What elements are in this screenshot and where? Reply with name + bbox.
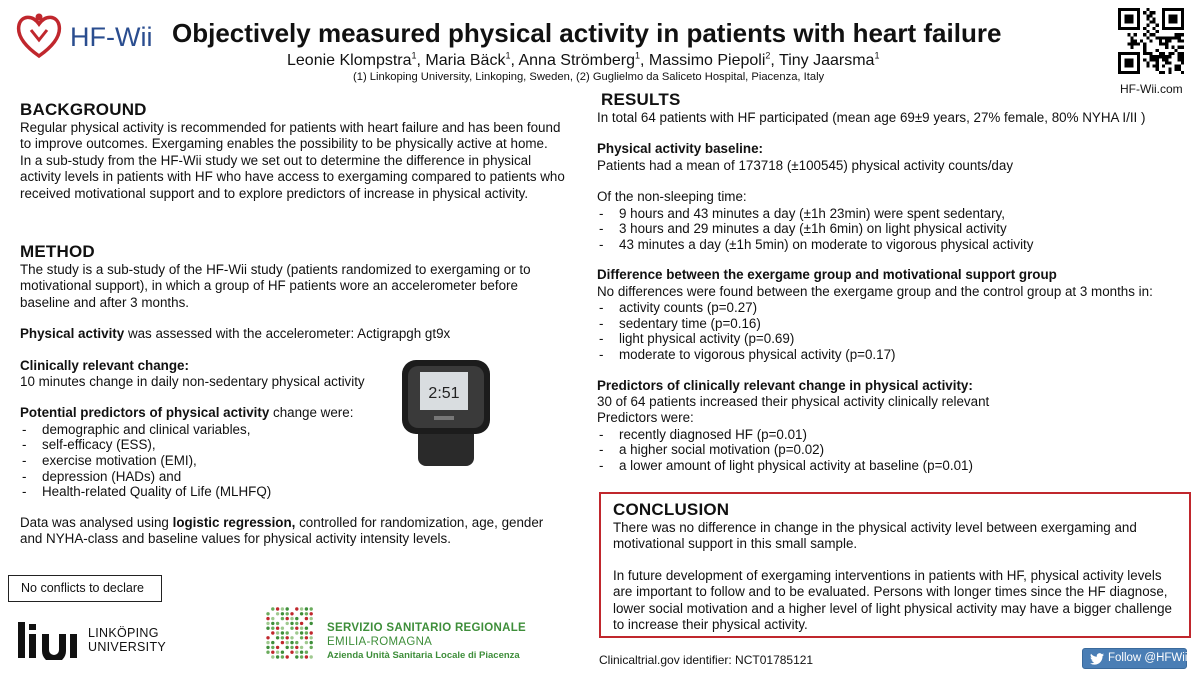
conclusion-box [599,492,1191,638]
website-url[interactable]: HF-Wii.com [1120,82,1183,96]
predictors-text-1: 30 of 64 patients increased their physical activity clinically relevant [597,394,990,409]
list-item: - depression (HADs) and [20,469,565,485]
accelerometer-image [398,356,494,466]
twitter-bird-icon [1090,653,1104,665]
author-name: Anna Strömberg [518,52,635,69]
list-item: - demographic and clinical variables, [20,422,565,438]
ssr-line-1: SERVIZIO SANITARIO REGIONALE [327,622,527,634]
list-item: - exercise motivation (EMI), [20,453,565,469]
pa-text: was assessed with the accelerometer: Actigrapgh gt9x [124,326,451,342]
predictors-text-2: Predictors were: [597,410,694,426]
ssr-text [327,622,526,661]
affiliations: (1) Linkoping University, Linkoping, Sweden, (2) Guglielmo da Saliceto Hospital, Piacenza, Italy [353,71,825,83]
difference-text: No differences were found between the exergame group and the control group at 3 months in: [597,283,1153,299]
background-heading: BACKGROUND [20,100,147,119]
author-name: Leonie Klompstra [287,52,412,69]
author-name: Maria Bäck [425,52,506,69]
results-heading: RESULTS [601,90,681,109]
conflicts-text: No conflicts to declare [21,581,144,595]
twitter-follow-button[interactable] [1082,648,1187,669]
author-affiliation-mark: 1 [635,50,641,61]
qr-code [1118,8,1184,74]
liu-mark-icon [18,622,82,660]
predictors-result-list [597,427,1187,474]
conclusion-paragraph-2: In future development of exergaming interventions in patients with HF, physical activity levels are important to follow and to be evaluated. Persons with longer times since the HF diagnose, lower social motivation and a higher level of light physical activity may have a bigger challenge to increase their physical activity. [613,567,1172,633]
author-name: Massimo Piepoli [648,52,766,69]
list-item: - a lower amount of light physical activity at baseline (p=0.01) [597,458,1187,474]
baseline-text: Patients had a mean of 173718 (±100545) physical activity counts/day [597,157,1014,173]
author-affiliation-mark: 2 [765,50,771,61]
pa-label: Physical activity [20,326,125,342]
ssr-dots-icon [265,606,315,662]
difference-heading: Difference between the exergame group and motivational support group [597,267,1057,283]
conclusion-heading: CONCLUSION [613,500,730,519]
method-heading: METHOD [20,242,95,261]
analysis-pre: Data was analysed using [20,514,173,530]
baseline-heading: Physical activity baseline: [597,141,763,157]
background-paragraph-1: Regular physical activity is recommended for patients with heart failure and has been found to improve outcomes. Exergaming enables the possibility to be physically active at home. [20,120,561,152]
predictors-text: change were: [269,405,354,421]
analysis-paragraph [20,515,565,548]
background-section [20,100,565,202]
method-intro: The study is a sub-study of the HF-Wii study (patients randomized to exergaming or to motivational support), in which a group of HF patients wore an accelerometer before baseline and after 3 months. [20,262,531,310]
author-affiliation-mark: 1 [505,50,511,61]
list-item: - self-efficacy (ESS), [20,437,565,453]
author-name: Tiny Jaarsma [779,52,875,69]
list-item: - 43 minutes a day (±1h 5min) on moderate to vigorous physical activity [597,237,1187,253]
analysis-post: controlled for randomization, age, gender and NYHA-class and baseline values for physical activity intensity levels. [20,514,544,547]
physical-activity-line [20,326,565,342]
author-affiliation-mark: 1 [874,50,880,61]
background-paragraph-2: In a sub-study from the HF-Wii study we set out to determine the difference in physical activity levels in patients with HF who have access to exergaming compared to patients who received motivational support and to explore predictors of increase in physical activity. [20,152,565,201]
predictors-heading: Predictors of clinically relevant change in physical activity: [597,377,973,393]
trial-identifier: Clinicaltrial.gov identifier: NCT01785121 [599,653,814,667]
nonsleep-list [597,206,1187,253]
heart-logo-icon [14,10,64,62]
list-item: - activity counts (p=0.27) [597,300,1187,316]
author-affiliation-mark: 1 [411,50,417,61]
list-item: - 9 hours and 43 minutes a day (±1h 23min) were spent sedentary, [597,206,1187,222]
hf-wii-logo [14,10,164,62]
ssr-line-2: EMILIA-ROMAGNA [327,636,433,648]
analysis-bold: logistic regression, [172,514,296,530]
list-item: - 3 hours and 29 minutes a day (±1h 6min) on light physical activity [597,221,1187,237]
watch-time: 2:51 [428,385,460,402]
liu-name [88,626,166,654]
list-item: - recently diagnosed HF (p=0.01) [597,427,1187,443]
list-item: - sedentary time (p=0.16) [597,316,1187,332]
results-section [597,90,1187,474]
liu-line-2: UNIVERSITY [88,640,167,654]
clinically-relevant-text: 10 minutes change in daily non-sedentary physical activity [20,374,365,390]
author-list: Leonie Klompstra$^1$, Maria Bäck$^1$, Anna Strömberg$^1$, Massimo Piepoli$^2$, Tiny Jaarsma$^1$ [287,50,880,69]
difference-list [597,300,1187,362]
list-item: - Health-related Quality of Life (MLHFQ) [20,484,565,500]
ssr-line-3: Azienda Unità Sanitaria Locale di Piacenza [327,650,520,661]
results-intro: In total 64 patients with HF participated (mean age 69±9 years, 27% female, 80% NYHA I/II ) [597,110,1146,125]
list-item: - light physical activity (p=0.69) [597,331,1187,347]
conflicts-box [8,575,162,602]
poster-title: Objectively measured physical activity in patients with heart failure [172,18,1002,48]
nonsleep-text: Of the non-sleeping time: [597,189,747,205]
conclusion-paragraph-1: There was no difference in change in the physical activity level between exergaming and motivational support in this small sample. [613,520,1137,552]
twitter-label: Follow @HFWii [1108,652,1188,664]
clinically-relevant-heading: Clinically relevant change: [20,357,189,373]
ssr-logo [265,606,565,666]
liu-line-1: LINKÖPING [88,626,159,640]
predictors-label: Potential predictors of physical activity [20,405,270,421]
liu-logo [18,620,178,660]
list-item: - a higher social motivation (p=0.02) [597,442,1187,458]
list-item: - moderate to vigorous physical activity (p=0.17) [597,347,1187,363]
logo-text: HF-Wii [70,22,153,52]
